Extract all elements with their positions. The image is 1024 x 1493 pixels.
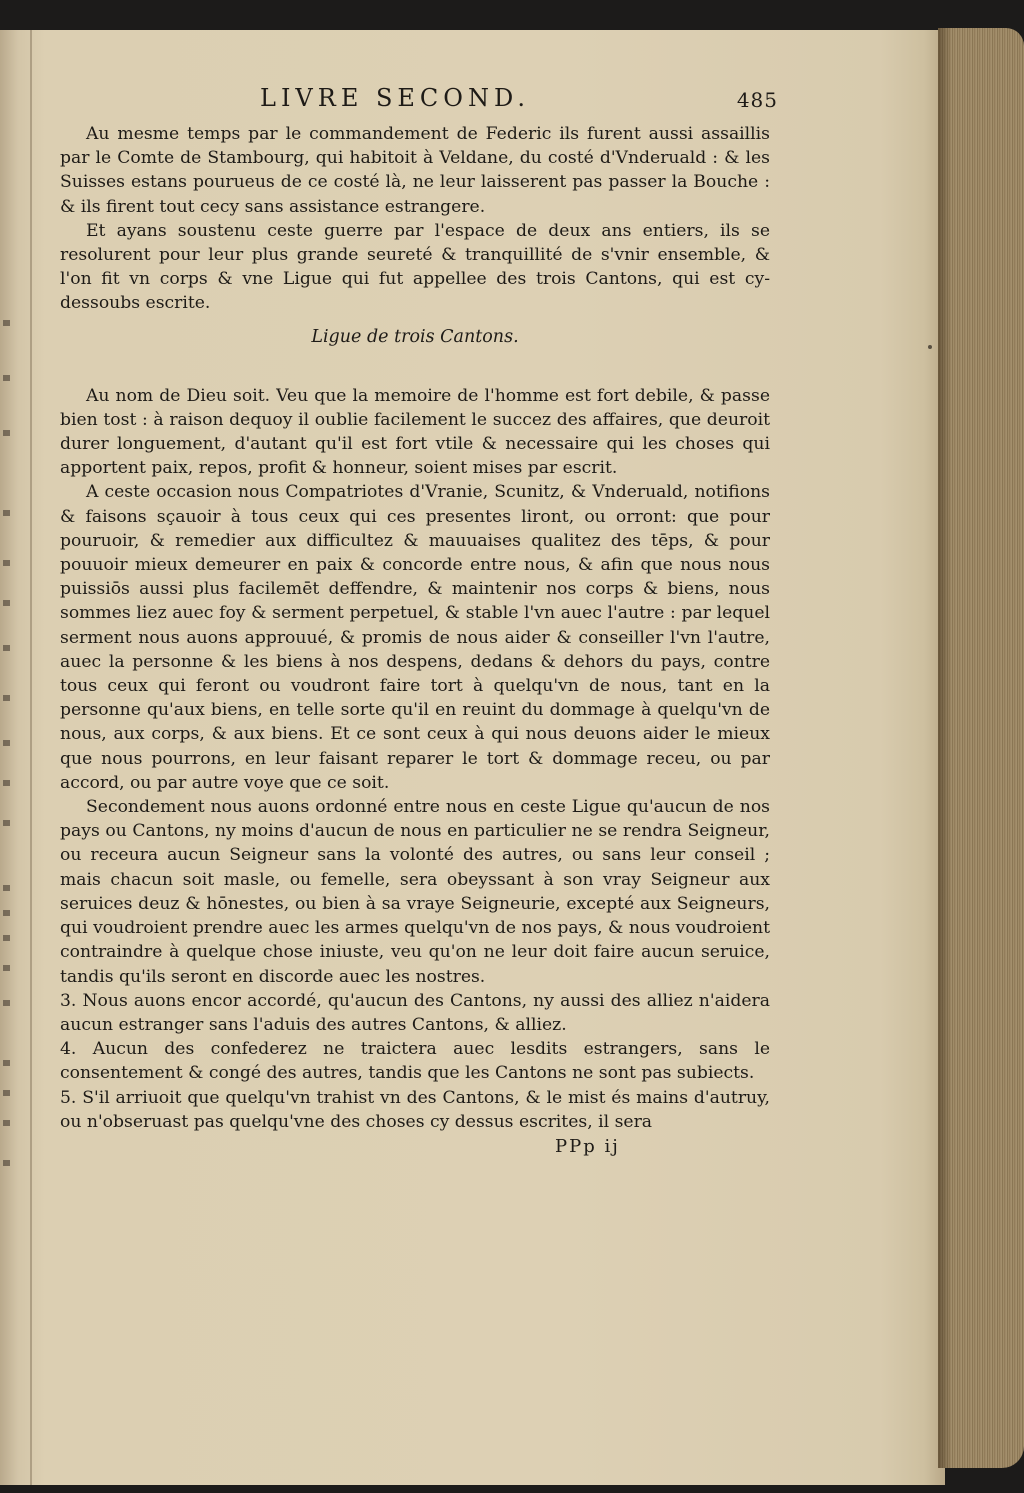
numbered-article: 5. S'il arriuoit que quelqu'vn trahist vn des Cantons, & le mist és mains d'autruy, ou n'obseruast pas quelqu'vne des choses cy dessus escrites, il sera (60, 1087, 770, 1132)
numbered-article: 4. Aucun des confederez ne traictera auec lesdits estrangers, sans le consentement & congé des autres, tandis que les Cantons ne sont pas subiects. (60, 1039, 770, 1084)
numbered-article: 3. Nous auons encor accordé, qu'aucun des Cantons, ny aussi des alliez n'aidera aucun estranger sans l'aduis des autres Cantons, & alliez. (60, 990, 770, 1035)
paragraph: Au nom de Dieu soit. Veu que la memoire de l'homme est fort debile, & passe bien tost : à raison dequoy il oublie facilement le succez des affaires, que deuroit durer longuement, d'autant qu'il est fort vtile & necessaire qui les choses qui apportent paix, repos, profit & honneur, soient mises par escrit. (60, 385, 770, 479)
binding-shadow (30, 30, 32, 1485)
signature-mark: PPp ij (555, 1135, 620, 1157)
signature-line (60, 1136, 770, 1164)
page-number: 485 (736, 88, 778, 112)
stray-ink-mark (928, 345, 932, 349)
show-through-gutter-marks (0, 300, 16, 1200)
paragraph: Secondement nous auons ordonné entre nous en ceste Ligue qu'aucun de nos pays ou Cantons, ny moins d'aucun de nous en particulier ne se rendra Seigneur, ou receura aucun Seigneur sans la volonté des autres, ou sans leur conseil ; mais chacun soit masle, ou femelle, sera obeyssant à son vray Seigneur aux seruices deuz & hōnestes, ou bien à sa vraye Seigneurie, excepté aux Seigneurs, qui voudroient prendre auec les armes quelqu'vn de nos pays, & nous voudroient contraindre à quelque chose iniuste, veu qu'on ne leur doit faire aucun seruice, tandis qu'ils seront en discorde auec les nostres. (60, 797, 770, 987)
running-head-title: LIVRE SECOND. (260, 84, 530, 112)
section-heading: Ligue de trois Cantons. (311, 326, 519, 347)
paragraph: Et ayans soustenu ceste guerre par l'espace de deux ans entiers, ils se resolurent pour leur plus grande seureté & tranquillité de s'vnir ensemble, & l'on fit vn corps & vne Ligue qui fut appellee des trois Cantons, qui est cy-dessoubs escrite. (60, 220, 770, 314)
paragraph: Au mesme temps par le commandement de Federic ils furent aussi assaillis par le Comte de Stambourg, qui habitoit à Veldane, du costé d'Vnderuald : & les Suisses estans pourueus de ce costé là, ne leur laisserent pas passer la Bouche : & ils firent tout cecy sans assistance estrangere. (60, 124, 770, 217)
fore-edge-shadow (938, 28, 952, 1468)
page-text-block (60, 82, 778, 1164)
paragraph: A ceste occasion nous Compatriotes d'Vranie, Scunitz, & Vnderuald, notifions & faisons sçauoir à tous ceux qui ces presentes liront, ou orront: que pour pouruoir, & remedier aux difficultez & mauuaises qualitez des tēps, & pour pouuoir mieux demeurer en paix & concorde entre nous, & afin que nous nous puissiōs aussi plus facilemēt deffendre, & maintenir nos corps & biens, nous sommes liez auec foy & serment perpetuel, & stable l'vn auec l'autre : par lequel serment nous auons approuué, & promis de nous aider & conseiller l'vn l'autre, auec la personne & les biens à nos despens, dedans & dehors du pays, contre tous ceux qui feront ou voudront faire tort à quelqu'vn de nous, tant en la personne qu'aux biens, en telle sorte qu'il en reuint du dommage à quelqu'vn de nous, aux corps, & aux biens. Et ce sont ceux à qui nous deuons aider le mieux que nous pourrons, en leur faisant reparer le tort & dommage receu, ou par accord, ou par autre voye que ce soit. (60, 482, 770, 793)
running-head (60, 82, 778, 122)
